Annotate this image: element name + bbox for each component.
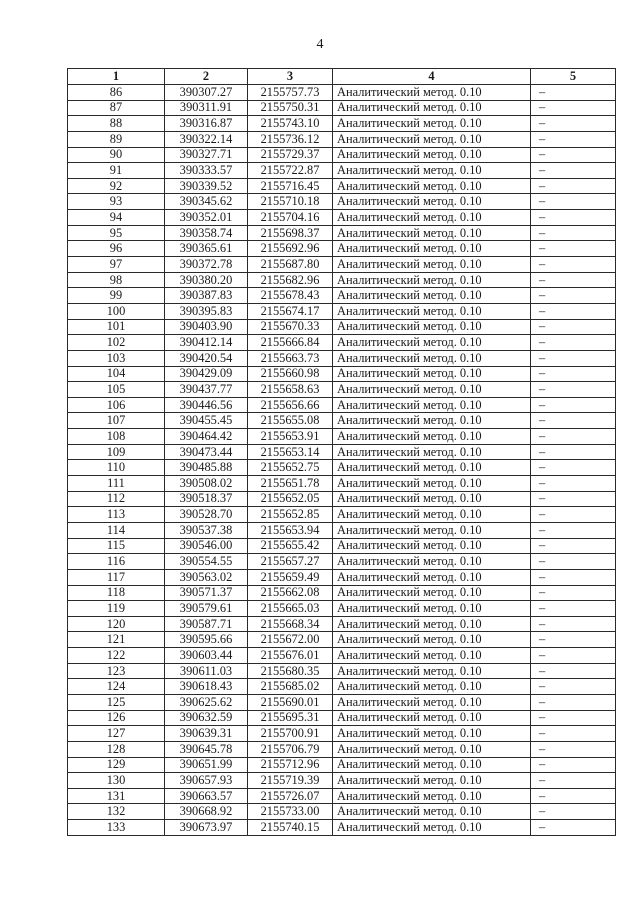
method-cell: Аналитический метод. 0.10	[333, 507, 531, 523]
y-coordinate-cell: 2155710.18	[248, 194, 333, 210]
table-row	[68, 554, 616, 570]
x-coordinate-cell: 390437.77	[165, 382, 248, 398]
y-coordinate-cell: 2155729.37	[248, 147, 333, 163]
x-coordinate-cell: 390311.91	[165, 100, 248, 116]
y-coordinate-cell: 2155653.91	[248, 429, 333, 445]
x-coordinate-cell: 390429.09	[165, 366, 248, 382]
note-cell: –	[531, 210, 616, 226]
method-cell: Аналитический метод. 0.10	[333, 272, 531, 288]
table-row	[68, 476, 616, 492]
x-coordinate-cell: 390537.38	[165, 522, 248, 538]
method-cell: Аналитический метод. 0.10	[333, 178, 531, 194]
point-number-cell: 115	[68, 538, 165, 554]
method-cell: Аналитический метод. 0.10	[333, 397, 531, 413]
table-row	[68, 241, 616, 257]
table-row	[68, 100, 616, 116]
table-row	[68, 429, 616, 445]
point-number-cell: 114	[68, 522, 165, 538]
note-cell: –	[531, 116, 616, 132]
column-header-2: 2	[165, 69, 248, 85]
note-cell: –	[531, 538, 616, 554]
column-header-3: 3	[248, 69, 333, 85]
note-cell: –	[531, 303, 616, 319]
point-number-cell: 106	[68, 397, 165, 413]
x-coordinate-cell: 390595.66	[165, 632, 248, 648]
method-cell: Аналитический метод. 0.10	[333, 210, 531, 226]
note-cell: –	[531, 163, 616, 179]
table-row	[68, 178, 616, 194]
note-cell: –	[531, 382, 616, 398]
table-row	[68, 788, 616, 804]
method-cell: Аналитический метод. 0.10	[333, 429, 531, 445]
table-row	[68, 663, 616, 679]
point-number-cell: 116	[68, 554, 165, 570]
note-cell: –	[531, 522, 616, 538]
table-row	[68, 288, 616, 304]
note-cell: –	[531, 616, 616, 632]
y-coordinate-cell: 2155750.31	[248, 100, 333, 116]
note-cell: –	[531, 147, 616, 163]
table-row	[68, 116, 616, 132]
table-row	[68, 335, 616, 351]
point-number-cell: 120	[68, 616, 165, 632]
method-cell: Аналитический метод. 0.10	[333, 382, 531, 398]
point-number-cell: 96	[68, 241, 165, 257]
point-number-cell: 124	[68, 679, 165, 695]
x-coordinate-cell: 390639.31	[165, 726, 248, 742]
y-coordinate-cell: 2155690.01	[248, 694, 333, 710]
y-coordinate-cell: 2155662.08	[248, 585, 333, 601]
table-row	[68, 773, 616, 789]
note-cell: –	[531, 397, 616, 413]
x-coordinate-cell: 390485.88	[165, 460, 248, 476]
y-coordinate-cell: 2155665.03	[248, 601, 333, 617]
y-coordinate-cell: 2155657.27	[248, 554, 333, 570]
table-row	[68, 726, 616, 742]
y-coordinate-cell: 2155670.33	[248, 319, 333, 335]
method-cell: Аналитический метод. 0.10	[333, 163, 531, 179]
x-coordinate-cell: 390420.54	[165, 350, 248, 366]
x-coordinate-cell: 390603.44	[165, 648, 248, 664]
method-cell: Аналитический метод. 0.10	[333, 648, 531, 664]
point-number-cell: 117	[68, 569, 165, 585]
table-body	[68, 85, 616, 836]
table-row	[68, 632, 616, 648]
method-cell: Аналитический метод. 0.10	[333, 585, 531, 601]
x-coordinate-cell: 390518.37	[165, 491, 248, 507]
point-number-cell: 101	[68, 319, 165, 335]
note-cell: –	[531, 632, 616, 648]
point-number-cell: 86	[68, 85, 165, 101]
y-coordinate-cell: 2155695.31	[248, 710, 333, 726]
note-cell: –	[531, 178, 616, 194]
note-cell: –	[531, 225, 616, 241]
y-coordinate-cell: 2155712.96	[248, 757, 333, 773]
method-cell: Аналитический метод. 0.10	[333, 694, 531, 710]
point-number-cell: 88	[68, 116, 165, 132]
method-cell: Аналитический метод. 0.10	[333, 147, 531, 163]
point-number-cell: 128	[68, 741, 165, 757]
method-cell: Аналитический метод. 0.10	[333, 335, 531, 351]
method-cell: Аналитический метод. 0.10	[333, 194, 531, 210]
note-cell: –	[531, 585, 616, 601]
x-coordinate-cell: 390625.62	[165, 694, 248, 710]
table-row	[68, 147, 616, 163]
x-coordinate-cell: 390645.78	[165, 741, 248, 757]
table-row	[68, 210, 616, 226]
method-cell: Аналитический метод. 0.10	[333, 726, 531, 742]
point-number-cell: 132	[68, 804, 165, 820]
method-cell: Аналитический метод. 0.10	[333, 476, 531, 492]
x-coordinate-cell: 390455.45	[165, 413, 248, 429]
note-cell: –	[531, 679, 616, 695]
y-coordinate-cell: 2155685.02	[248, 679, 333, 695]
table-row	[68, 601, 616, 617]
point-number-cell: 87	[68, 100, 165, 116]
table-row	[68, 569, 616, 585]
method-cell: Аналитический метод. 0.10	[333, 225, 531, 241]
point-number-cell: 131	[68, 788, 165, 804]
x-coordinate-cell: 390387.83	[165, 288, 248, 304]
method-cell: Аналитический метод. 0.10	[333, 413, 531, 429]
method-cell: Аналитический метод. 0.10	[333, 444, 531, 460]
note-cell: –	[531, 335, 616, 351]
y-coordinate-cell: 2155653.94	[248, 522, 333, 538]
method-cell: Аналитический метод. 0.10	[333, 741, 531, 757]
x-coordinate-cell: 390339.52	[165, 178, 248, 194]
method-cell: Аналитический метод. 0.10	[333, 679, 531, 695]
x-coordinate-cell: 390508.02	[165, 476, 248, 492]
method-cell: Аналитический метод. 0.10	[333, 820, 531, 836]
y-coordinate-cell: 2155719.39	[248, 773, 333, 789]
y-coordinate-cell: 2155651.78	[248, 476, 333, 492]
note-cell: –	[531, 710, 616, 726]
y-coordinate-cell: 2155740.15	[248, 820, 333, 836]
x-coordinate-cell: 390473.44	[165, 444, 248, 460]
point-number-cell: 111	[68, 476, 165, 492]
method-cell: Аналитический метод. 0.10	[333, 257, 531, 273]
table-row	[68, 303, 616, 319]
y-coordinate-cell: 2155668.34	[248, 616, 333, 632]
y-coordinate-cell: 2155655.42	[248, 538, 333, 554]
page-number: 4	[316, 37, 324, 52]
point-number-cell: 125	[68, 694, 165, 710]
table-row	[68, 741, 616, 757]
note-cell: –	[531, 131, 616, 147]
note-cell: –	[531, 773, 616, 789]
x-coordinate-cell: 390563.02	[165, 569, 248, 585]
table-row	[68, 382, 616, 398]
point-number-cell: 122	[68, 648, 165, 664]
x-coordinate-cell: 390333.57	[165, 163, 248, 179]
note-cell: –	[531, 741, 616, 757]
y-coordinate-cell: 2155722.87	[248, 163, 333, 179]
point-number-cell: 112	[68, 491, 165, 507]
point-number-cell: 118	[68, 585, 165, 601]
x-coordinate-cell: 390554.55	[165, 554, 248, 570]
note-cell: –	[531, 491, 616, 507]
table-header-row	[68, 69, 616, 85]
point-number-cell: 109	[68, 444, 165, 460]
column-header-5: 5	[531, 69, 616, 85]
y-coordinate-cell: 2155698.37	[248, 225, 333, 241]
x-coordinate-cell: 390587.71	[165, 616, 248, 632]
note-cell: –	[531, 663, 616, 679]
y-coordinate-cell: 2155680.35	[248, 663, 333, 679]
table-row	[68, 820, 616, 836]
method-cell: Аналитический метод. 0.10	[333, 663, 531, 679]
y-coordinate-cell: 2155652.85	[248, 507, 333, 523]
table-row	[68, 85, 616, 101]
note-cell: –	[531, 366, 616, 382]
y-coordinate-cell: 2155652.05	[248, 491, 333, 507]
method-cell: Аналитический метод. 0.10	[333, 757, 531, 773]
point-number-cell: 89	[68, 131, 165, 147]
y-coordinate-cell: 2155678.43	[248, 288, 333, 304]
note-cell: –	[531, 554, 616, 570]
y-coordinate-cell: 2155663.73	[248, 350, 333, 366]
x-coordinate-cell: 390651.99	[165, 757, 248, 773]
table-row	[68, 413, 616, 429]
method-cell: Аналитический метод. 0.10	[333, 491, 531, 507]
y-coordinate-cell: 2155726.07	[248, 788, 333, 804]
note-cell: –	[531, 350, 616, 366]
method-cell: Аналитический метод. 0.10	[333, 460, 531, 476]
x-coordinate-cell: 390403.90	[165, 319, 248, 335]
y-coordinate-cell: 2155658.63	[248, 382, 333, 398]
x-coordinate-cell: 390372.78	[165, 257, 248, 273]
x-coordinate-cell: 390657.93	[165, 773, 248, 789]
point-number-cell: 93	[68, 194, 165, 210]
note-cell: –	[531, 694, 616, 710]
y-coordinate-cell: 2155687.80	[248, 257, 333, 273]
table-row	[68, 350, 616, 366]
point-number-cell: 103	[68, 350, 165, 366]
note-cell: –	[531, 85, 616, 101]
note-cell: –	[531, 257, 616, 273]
method-cell: Аналитический метод. 0.10	[333, 131, 531, 147]
x-coordinate-cell: 390571.37	[165, 585, 248, 601]
x-coordinate-cell: 390446.56	[165, 397, 248, 413]
note-cell: –	[531, 788, 616, 804]
x-coordinate-cell: 390668.92	[165, 804, 248, 820]
table-row	[68, 616, 616, 632]
note-cell: –	[531, 429, 616, 445]
y-coordinate-cell: 2155656.66	[248, 397, 333, 413]
x-coordinate-cell: 390528.70	[165, 507, 248, 523]
table-row	[68, 272, 616, 288]
table-row	[68, 163, 616, 179]
x-coordinate-cell: 390546.00	[165, 538, 248, 554]
column-header-4: 4	[333, 69, 531, 85]
y-coordinate-cell: 2155676.01	[248, 648, 333, 664]
point-number-cell: 95	[68, 225, 165, 241]
point-number-cell: 91	[68, 163, 165, 179]
note-cell: –	[531, 241, 616, 257]
y-coordinate-cell: 2155674.17	[248, 303, 333, 319]
method-cell: Аналитический метод. 0.10	[333, 303, 531, 319]
y-coordinate-cell: 2155655.08	[248, 413, 333, 429]
x-coordinate-cell: 390632.59	[165, 710, 248, 726]
method-cell: Аналитический метод. 0.10	[333, 632, 531, 648]
note-cell: –	[531, 507, 616, 523]
table-row	[68, 131, 616, 147]
method-cell: Аналитический метод. 0.10	[333, 350, 531, 366]
table-row	[68, 460, 616, 476]
point-number-cell: 92	[68, 178, 165, 194]
x-coordinate-cell: 390316.87	[165, 116, 248, 132]
method-cell: Аналитический метод. 0.10	[333, 601, 531, 617]
y-coordinate-cell: 2155660.98	[248, 366, 333, 382]
x-coordinate-cell: 390327.71	[165, 147, 248, 163]
table-row	[68, 585, 616, 601]
table-row	[68, 257, 616, 273]
note-cell: –	[531, 804, 616, 820]
table-row	[68, 522, 616, 538]
note-cell: –	[531, 194, 616, 210]
y-coordinate-cell: 2155672.00	[248, 632, 333, 648]
point-number-cell: 119	[68, 601, 165, 617]
note-cell: –	[531, 476, 616, 492]
method-cell: Аналитический метод. 0.10	[333, 288, 531, 304]
point-number-cell: 123	[68, 663, 165, 679]
note-cell: –	[531, 100, 616, 116]
x-coordinate-cell: 390307.27	[165, 85, 248, 101]
note-cell: –	[531, 272, 616, 288]
y-coordinate-cell: 2155736.12	[248, 131, 333, 147]
y-coordinate-cell: 2155700.91	[248, 726, 333, 742]
point-number-cell: 133	[68, 820, 165, 836]
point-number-cell: 129	[68, 757, 165, 773]
x-coordinate-cell: 390358.74	[165, 225, 248, 241]
table-row	[68, 757, 616, 773]
table-row	[68, 538, 616, 554]
method-cell: Аналитический метод. 0.10	[333, 710, 531, 726]
table-row	[68, 679, 616, 695]
table-row	[68, 366, 616, 382]
x-coordinate-cell: 390673.97	[165, 820, 248, 836]
x-coordinate-cell: 390345.62	[165, 194, 248, 210]
x-coordinate-cell: 390395.83	[165, 303, 248, 319]
x-coordinate-cell: 390618.43	[165, 679, 248, 695]
note-cell: –	[531, 726, 616, 742]
table-row	[68, 319, 616, 335]
point-number-cell: 105	[68, 382, 165, 398]
column-header-1: 1	[68, 69, 165, 85]
x-coordinate-cell: 390611.03	[165, 663, 248, 679]
point-number-cell: 126	[68, 710, 165, 726]
note-cell: –	[531, 460, 616, 476]
method-cell: Аналитический метод. 0.10	[333, 616, 531, 632]
y-coordinate-cell: 2155733.00	[248, 804, 333, 820]
method-cell: Аналитический метод. 0.10	[333, 538, 531, 554]
y-coordinate-cell: 2155682.96	[248, 272, 333, 288]
table-row	[68, 444, 616, 460]
point-number-cell: 104	[68, 366, 165, 382]
point-number-cell: 100	[68, 303, 165, 319]
note-cell: –	[531, 569, 616, 585]
method-cell: Аналитический метод. 0.10	[333, 319, 531, 335]
y-coordinate-cell: 2155706.79	[248, 741, 333, 757]
method-cell: Аналитический метод. 0.10	[333, 241, 531, 257]
x-coordinate-cell: 390365.61	[165, 241, 248, 257]
y-coordinate-cell: 2155659.49	[248, 569, 333, 585]
table-row	[68, 710, 616, 726]
note-cell: –	[531, 820, 616, 836]
note-cell: –	[531, 648, 616, 664]
method-cell: Аналитический метод. 0.10	[333, 773, 531, 789]
y-coordinate-cell: 2155653.14	[248, 444, 333, 460]
x-coordinate-cell: 390464.42	[165, 429, 248, 445]
method-cell: Аналитический метод. 0.10	[333, 554, 531, 570]
y-coordinate-cell: 2155743.10	[248, 116, 333, 132]
point-number-cell: 97	[68, 257, 165, 273]
method-cell: Аналитический метод. 0.10	[333, 804, 531, 820]
method-cell: Аналитический метод. 0.10	[333, 100, 531, 116]
point-number-cell: 130	[68, 773, 165, 789]
point-number-cell: 94	[68, 210, 165, 226]
table-row	[68, 225, 616, 241]
table-row	[68, 507, 616, 523]
point-number-cell: 108	[68, 429, 165, 445]
table-row	[68, 694, 616, 710]
method-cell: Аналитический метод. 0.10	[333, 522, 531, 538]
table-row	[68, 397, 616, 413]
note-cell: –	[531, 444, 616, 460]
coordinates-table	[67, 68, 616, 836]
table-row	[68, 491, 616, 507]
y-coordinate-cell: 2155716.45	[248, 178, 333, 194]
note-cell: –	[531, 757, 616, 773]
note-cell: –	[531, 413, 616, 429]
x-coordinate-cell: 390412.14	[165, 335, 248, 351]
point-number-cell: 121	[68, 632, 165, 648]
point-number-cell: 102	[68, 335, 165, 351]
x-coordinate-cell: 390380.20	[165, 272, 248, 288]
note-cell: –	[531, 319, 616, 335]
x-coordinate-cell: 390663.57	[165, 788, 248, 804]
note-cell: –	[531, 288, 616, 304]
point-number-cell: 98	[68, 272, 165, 288]
y-coordinate-cell: 2155652.75	[248, 460, 333, 476]
x-coordinate-cell: 390352.01	[165, 210, 248, 226]
table-row	[68, 648, 616, 664]
method-cell: Аналитический метод. 0.10	[333, 788, 531, 804]
y-coordinate-cell: 2155757.73	[248, 85, 333, 101]
method-cell: Аналитический метод. 0.10	[333, 569, 531, 585]
y-coordinate-cell: 2155666.84	[248, 335, 333, 351]
y-coordinate-cell: 2155704.16	[248, 210, 333, 226]
x-coordinate-cell: 390579.61	[165, 601, 248, 617]
y-coordinate-cell: 2155692.96	[248, 241, 333, 257]
point-number-cell: 113	[68, 507, 165, 523]
point-number-cell: 110	[68, 460, 165, 476]
point-number-cell: 107	[68, 413, 165, 429]
point-number-cell: 99	[68, 288, 165, 304]
note-cell: –	[531, 601, 616, 617]
point-number-cell: 127	[68, 726, 165, 742]
table-row	[68, 804, 616, 820]
x-coordinate-cell: 390322.14	[165, 131, 248, 147]
method-cell: Аналитический метод. 0.10	[333, 366, 531, 382]
method-cell: Аналитический метод. 0.10	[333, 85, 531, 101]
table-row	[68, 194, 616, 210]
point-number-cell: 90	[68, 147, 165, 163]
method-cell: Аналитический метод. 0.10	[333, 116, 531, 132]
